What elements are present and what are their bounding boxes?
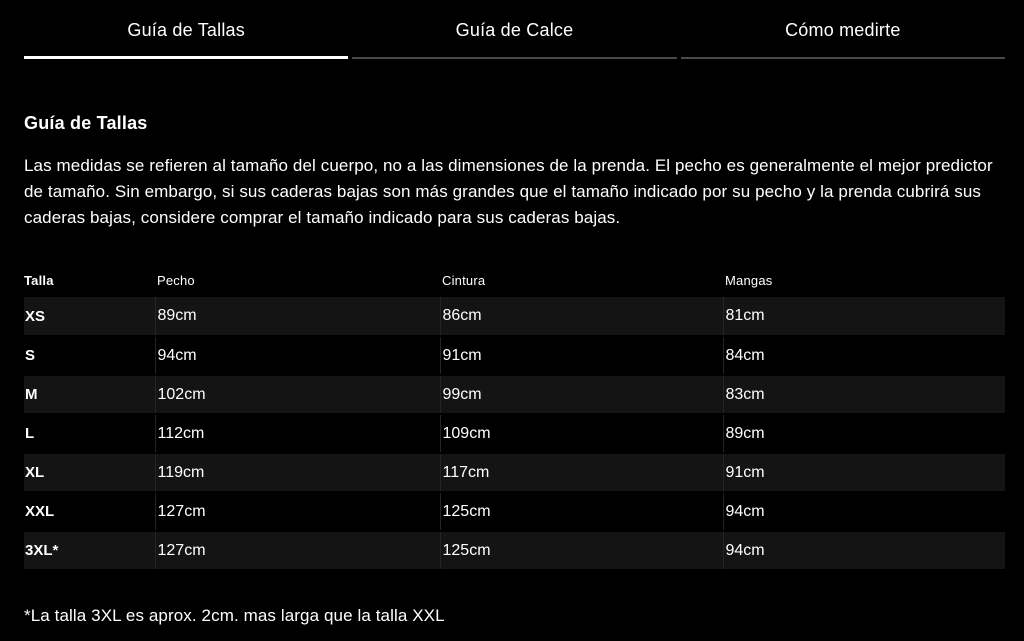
cintura-cell: 125cm — [440, 531, 723, 570]
size-guide-description: Las medidas se refieren al tamaño del cuerpo, no a las dimensiones de la prenda. El pecho es generalmente el mejor predictor de tamaño. Sin embargo, si sus caderas bajas son más grandes que el tamaño indicado por su pecho y la prenda cubrirá sus caderas bajas, considere comprar el tamaño indicado para sus caderas bajas. — [24, 156, 993, 227]
size-table-footnote: *La talla 3XL es aprox. 2cm. mas larga que la talla XXL — [24, 606, 445, 625]
pecho-cell: 94cm — [155, 336, 440, 375]
table-row — [24, 453, 1005, 492]
table-row — [24, 414, 1005, 453]
pecho-cell: 112cm — [155, 414, 440, 453]
tab-como-medirte[interactable] — [681, 0, 1005, 59]
column-header-talla: Talla — [24, 273, 54, 288]
mangas-cell: 84cm — [723, 336, 1005, 375]
column-header-cintura: Cintura — [442, 273, 486, 288]
mangas-cell: 91cm — [723, 453, 1005, 492]
talla-cell: L — [24, 414, 155, 453]
size-table — [24, 265, 1005, 571]
table-row — [24, 375, 1005, 414]
table-row — [24, 297, 1005, 336]
cintura-cell: 125cm — [440, 492, 723, 531]
mangas-cell: 94cm — [723, 492, 1005, 531]
talla-cell: XS — [24, 297, 155, 336]
pecho-cell: 127cm — [155, 492, 440, 531]
cintura-cell: 117cm — [440, 453, 723, 492]
mangas-cell: 81cm — [723, 297, 1005, 336]
table-row — [24, 531, 1005, 570]
mangas-cell: 94cm — [723, 531, 1005, 570]
tab-label: Cómo medirte — [785, 20, 901, 40]
pecho-cell: 89cm — [155, 297, 440, 336]
talla-cell: XXL — [24, 492, 155, 531]
size-table-header-row — [24, 265, 1005, 297]
cintura-cell: 99cm — [440, 375, 723, 414]
talla-cell: M — [24, 375, 155, 414]
size-guide-panel — [24, 0, 1005, 626]
column-header-mangas: Mangas — [725, 273, 773, 288]
tab-guia-de-calce[interactable] — [352, 0, 676, 59]
mangas-cell: 83cm — [723, 375, 1005, 414]
tab-guia-de-tallas[interactable] — [24, 0, 348, 59]
talla-cell: 3XL* — [24, 531, 155, 570]
mangas-cell: 89cm — [723, 414, 1005, 453]
talla-cell: XL — [24, 453, 155, 492]
pecho-cell: 127cm — [155, 531, 440, 570]
column-header-pecho: Pecho — [157, 273, 195, 288]
cintura-cell: 109cm — [440, 414, 723, 453]
cintura-cell: 91cm — [440, 336, 723, 375]
table-row — [24, 492, 1005, 531]
size-table-body — [24, 297, 1005, 570]
tab-bar — [24, 0, 1005, 59]
page-title: Guía de Tallas — [24, 113, 148, 133]
pecho-cell: 102cm — [155, 375, 440, 414]
table-row — [24, 336, 1005, 375]
tab-label: Guía de Calce — [455, 20, 574, 40]
tab-label: Guía de Tallas — [127, 20, 245, 40]
pecho-cell: 119cm — [155, 453, 440, 492]
cintura-cell: 86cm — [440, 297, 723, 336]
talla-cell: S — [24, 336, 155, 375]
